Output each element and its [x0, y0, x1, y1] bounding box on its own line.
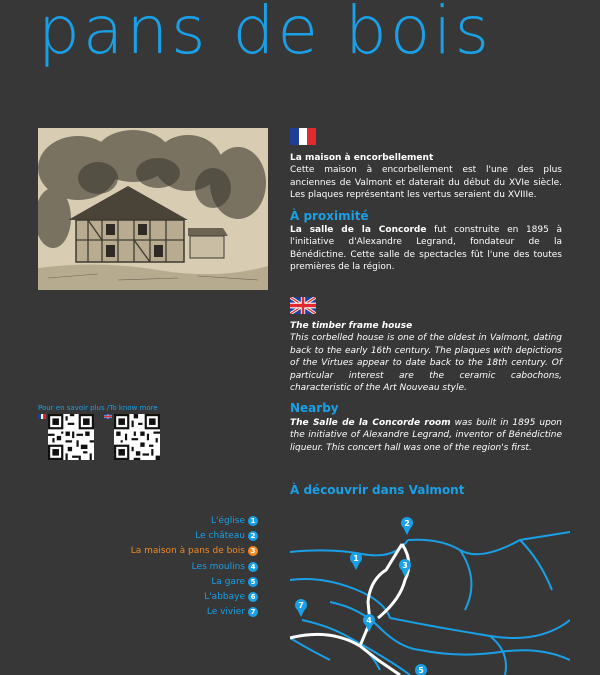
legend-item-7[interactable]	[131, 605, 258, 620]
legend-number-badge: 5	[248, 577, 258, 587]
legend-item-1[interactable]	[131, 514, 258, 529]
english-nearby-paragraph	[290, 417, 562, 454]
french-flag-small-icon	[38, 414, 46, 419]
legend-number-badge: 1	[248, 516, 258, 526]
qr-caption: Pour en savoir plus /To know more	[38, 404, 158, 412]
english-nearby-heading: Nearby	[290, 401, 339, 416]
legend-item-label: La maison à pans de bois	[130, 546, 245, 557]
svg-text:3: 3	[402, 561, 408, 570]
french-nearby-text: fut construite en 1895 à l'initiative d'Alexandre Legrand, fondateur de la Bénédictine. Cette salle de spectacles fût l'une des toutes premières de la région.	[290, 225, 562, 273]
legend-item-3[interactable]	[131, 544, 258, 559]
legend-number-badge: 6	[248, 592, 258, 602]
discover-heading: À découvrir dans Valmont	[290, 483, 465, 497]
map-marker-4[interactable]	[363, 614, 375, 632]
legend-item-label: Les moulins	[191, 561, 245, 572]
uk-flag-icon	[290, 297, 316, 314]
legend-item-label: La gare	[211, 576, 245, 587]
french-heading: La maison à encorbellement	[290, 153, 434, 163]
french-nearby-bold: La salle de la Concorde	[290, 225, 427, 236]
french-nearby-paragraph	[290, 224, 562, 274]
page-title: pans de bois	[38, 0, 493, 69]
legend-number-badge: 4	[248, 562, 258, 572]
legend-number-badge: 3	[248, 546, 258, 556]
map-marker-2[interactable]	[401, 517, 413, 535]
legend-item-label: L'abbaye	[204, 592, 245, 603]
map-legend	[131, 514, 258, 620]
english-section	[290, 320, 562, 454]
legend-item-label: Le vivier	[206, 607, 245, 618]
valmont-map[interactable]	[290, 510, 570, 675]
english-body: This corbelled house is one of the oldest in Valmont, dating back to the early 16th century. The plaques with depictions of the Virtues appear to date back to the 18th century. Of particular interest are the ceramic cabochons, characteristic of the Art Nouveau style.	[290, 333, 562, 394]
legend-item-4[interactable]	[131, 560, 258, 575]
legend-item-5[interactable]	[131, 575, 258, 590]
legend-item-label: Le château	[195, 531, 245, 542]
map-marker-3[interactable]	[399, 559, 411, 577]
legend-number-badge: 7	[248, 607, 258, 617]
legend-item-2[interactable]	[131, 529, 258, 544]
svg-text:5: 5	[418, 666, 424, 675]
french-body: Cette maison à encorbellement est l'une des plus anciennes de Valmont et daterait du début du XVIe siècle. Les plaques représentant les vertus seraient du XVIIIe.	[290, 165, 562, 201]
french-section	[290, 152, 562, 274]
svg-text:4: 4	[366, 616, 372, 625]
uk-flag-small-icon	[104, 414, 112, 419]
map-marker-5[interactable]	[415, 664, 427, 675]
french-flag-icon	[290, 128, 316, 145]
legend-item-label: L'église	[211, 516, 245, 526]
svg-text:2: 2	[404, 519, 410, 528]
svg-text:7: 7	[298, 601, 304, 610]
house-sketch-image	[38, 128, 268, 290]
legend-item-6[interactable]	[131, 590, 258, 605]
english-nearby-text: was built in 1895 upon the initiative of Alexandre Legrand, inventor of Bénédictine liqueur. This concert hall was one of the region's first.	[290, 417, 562, 453]
english-nearby-bold: The Salle de la Concorde room	[290, 417, 451, 428]
qr-code-icon[interactable]	[114, 414, 160, 460]
french-nearby-heading: À proximité	[290, 208, 369, 223]
svg-text:1: 1	[353, 554, 359, 563]
map-marker-1[interactable]	[350, 552, 362, 570]
map-marker-7[interactable]	[295, 599, 307, 617]
legend-number-badge: 2	[248, 531, 258, 541]
english-heading: The timber frame house	[290, 321, 413, 331]
qr-code-icon[interactable]	[48, 414, 94, 460]
